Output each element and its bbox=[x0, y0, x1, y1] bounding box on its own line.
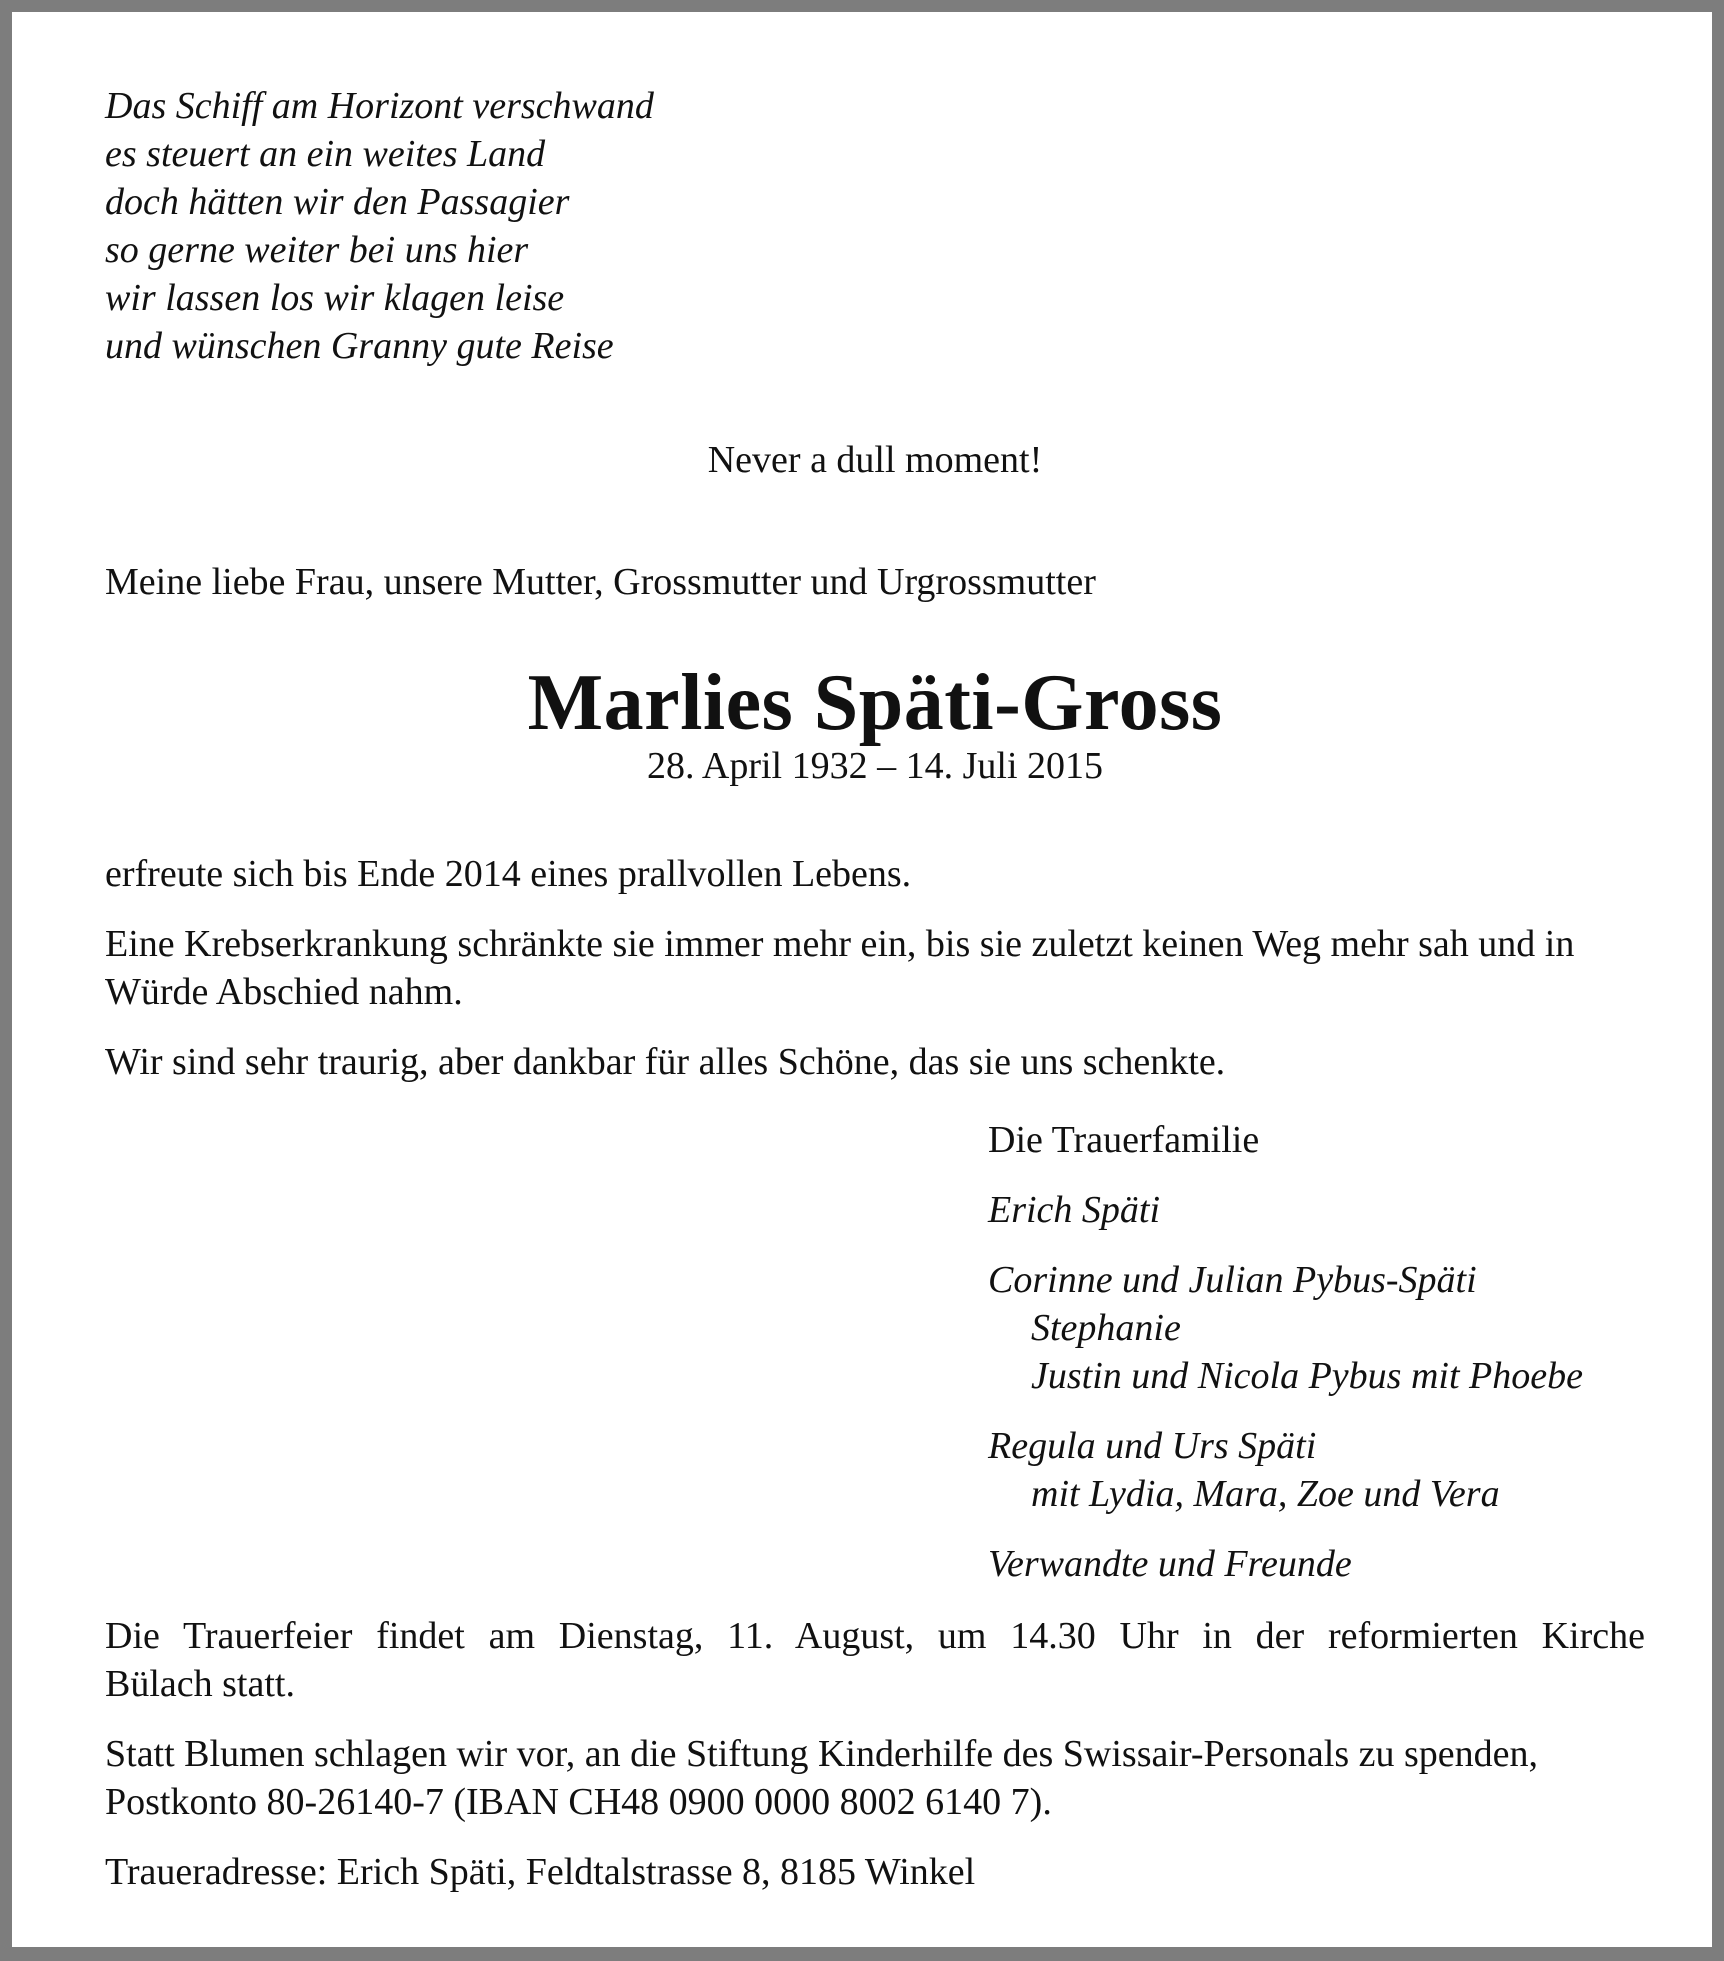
life-dates: 28. April 1932 – 14. Juli 2015 bbox=[646, 745, 1104, 787]
poem-line: Das Schiff am Horizont verschwand bbox=[105, 85, 654, 127]
family-group bbox=[988, 1540, 1645, 1588]
family-member: Erich Späti bbox=[988, 1189, 1161, 1231]
family-heading: Die Trauerfamilie bbox=[988, 1119, 1260, 1161]
paragraph-gratitude: Wir sind sehr traurig, aber dankbar für alles Schöne, das sie uns schenkte. bbox=[105, 1041, 1226, 1083]
family-group bbox=[988, 1186, 1645, 1234]
deceased-name: Marlies Späti-Gross bbox=[527, 659, 1223, 747]
motto: Never a dull moment! bbox=[707, 439, 1043, 481]
ceremony-info bbox=[105, 1612, 1645, 1708]
paragraph-life: erfreute sich bis Ende 2014 eines prallvollen Lebens. bbox=[105, 853, 912, 895]
paragraph-illness: Eine Krebserkrankung schränkte sie immer mehr ein, bis sie zuletzt keinen Weg mehr sah und in Würde Abschied nahm. bbox=[105, 923, 1575, 1013]
poem-line: wir lassen los wir klagen leise bbox=[105, 277, 565, 319]
mourning-address: Traueradresse: Erich Späti, Feldtalstrasse 8, 8185 Winkel bbox=[105, 1851, 976, 1893]
family-group bbox=[988, 1422, 1645, 1518]
family-submember: Justin und Nicola Pybus mit Phoebe bbox=[1031, 1355, 1583, 1397]
mourning-family bbox=[988, 1116, 1645, 1588]
family-submember: mit Lydia, Mara, Zoe und Vera bbox=[1031, 1473, 1500, 1515]
poem-line: so gerne weiter bei uns hier bbox=[105, 229, 529, 271]
poem-line: doch hätten wir den Passagier bbox=[105, 181, 570, 223]
family-submember: Stephanie bbox=[1031, 1307, 1181, 1349]
poem-line: und wünschen Granny gute Reise bbox=[105, 325, 614, 367]
obituary-notice bbox=[105, 82, 1645, 1896]
ceremony-line: Bülach statt. bbox=[105, 1663, 295, 1705]
donation-info: Statt Blumen schlagen wir vor, an die Stiftung Kinderhilfe des Swissair-Personals zu spenden, Postkonto 80-26140-7 (IBAN CH48 0900 0000 8002 6140 7). bbox=[105, 1733, 1539, 1823]
family-member: Corinne und Julian Pybus-Späti bbox=[988, 1259, 1477, 1301]
family-member: Regula und Urs Späti bbox=[988, 1425, 1317, 1467]
family-group bbox=[988, 1256, 1645, 1400]
ceremony-line: Die Trauerfeier findet am Dienstag, 11. August, um 14.30 Uhr in der reformierten Kirche bbox=[105, 1615, 1645, 1657]
poem bbox=[105, 82, 1645, 370]
family-member: Verwandte und Freunde bbox=[988, 1543, 1352, 1585]
poem-line: es steuert an ein weites Land bbox=[105, 133, 546, 175]
intro-line: Meine liebe Frau, unsere Mutter, Grossmutter und Urgrossmutter bbox=[105, 561, 1096, 603]
